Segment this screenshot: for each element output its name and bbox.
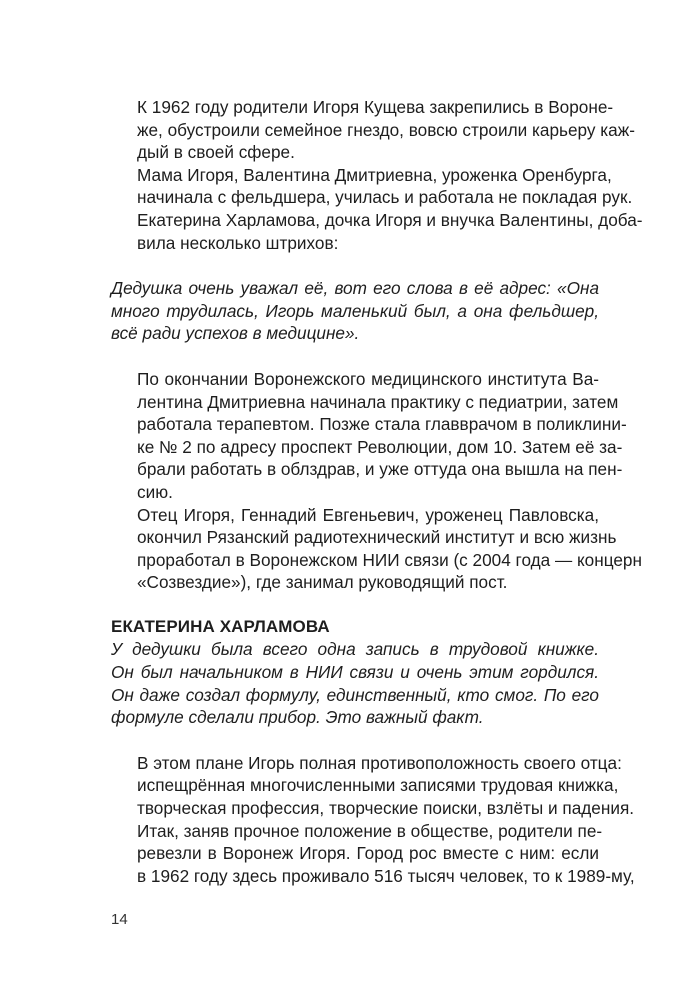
text-line: ревезли в Воронеж Игоря. Город рос вместе с ним: если — [137, 843, 599, 864]
text-line: много трудилась, Игорь маленький был, а она фельдшер, — [111, 300, 599, 321]
text-line: Мама Игоря, Валентина Дмитриевна, уроженка Оренбурга, — [137, 164, 612, 185]
quote-granddaughter-2 — [111, 638, 599, 728]
text-line: Итак, заняв прочное положение в обществе, родители пе- — [137, 820, 603, 841]
spacer — [111, 729, 599, 752]
text-line: ке № 2 по адресу проспект Революции, дом 10. Затем её за- — [137, 436, 623, 457]
speaker-heading: ЕКАТЕРИНА ХАРЛАМОВА — [111, 616, 330, 636]
text-line: дый в своей сфере. — [137, 142, 295, 163]
text-line: творческая профессия, творческие поиски, взлёты и падения. — [137, 798, 635, 819]
text-line: сию. — [137, 481, 173, 502]
paragraph-6 — [111, 820, 635, 888]
text-line: Отец Игоря, Геннадий Евгеньевич, уроженец Павловска, — [137, 504, 599, 525]
text-line: «Созвездие»), где занимал руководящий пост. — [137, 572, 508, 593]
paragraph-1 — [111, 96, 635, 164]
text-line: Он даже создал формулу, единственный, кто смог. По его — [111, 684, 599, 705]
text-line: брали работать в облздрав, и уже оттуда она вышла на пен- — [137, 459, 623, 480]
text-line: работала терапевтом. Позже стала главврачом в поликлини- — [137, 414, 627, 435]
spacer — [111, 345, 599, 368]
text-line: Дедушка очень уважал её, вот его слова в её адрес: «Она — [111, 278, 599, 299]
text-line: формуле сделали прибор. Это важный факт. — [111, 707, 484, 728]
text-line: всё ради успехов в медицине». — [111, 323, 360, 344]
paragraph-3 — [111, 368, 627, 504]
quote-granddaughter-1 — [111, 277, 599, 345]
spacer — [111, 254, 599, 277]
book-page-text — [111, 96, 643, 887]
text-line: вила несколько штрихов: — [137, 232, 339, 253]
text-line: в 1962 году здесь проживало 516 тысяч человек, то к 1989-му, — [137, 865, 635, 886]
text-line: К 1962 году родители Игоря Кущева закрепились в Вороне- — [137, 97, 614, 117]
text-line: окончил Рязанский радиотехнический институт и всю жизнь — [137, 527, 617, 548]
text-line: У дедушки была всего одна запись в трудовой книжке. — [111, 639, 599, 660]
text-line: Екатерина Харламова, дочка Игоря и внучка Валентины, доба- — [137, 209, 643, 230]
text-line: испещрённая многочисленными записями трудовая книжка, — [137, 775, 619, 796]
text-line: же, обустроили семейное гнездо, вовсю строили карьеру каж- — [137, 119, 635, 140]
text-line: По окончании Воронежского медицинского института Ва- — [137, 368, 599, 389]
paragraph-2 — [111, 164, 643, 254]
spacer — [111, 594, 599, 616]
text-line: В этом плане Игорь полная противоположность своего отца: — [137, 752, 622, 773]
page-number: 14 — [111, 911, 128, 928]
paragraph-4 — [111, 504, 642, 594]
text-line: Он был начальником в НИИ связи и очень этим гордился. — [111, 662, 599, 683]
text-line: проработал в Воронежском НИИ связи (с 2004 года — концерн — [137, 549, 642, 570]
paragraph-5 — [111, 752, 635, 820]
text-line: лентина Дмитриевна начинала практику с педиатрии, затем — [137, 391, 619, 412]
text-line: начинала с фельдшера, училась и работала не покладая рук. — [137, 187, 633, 208]
